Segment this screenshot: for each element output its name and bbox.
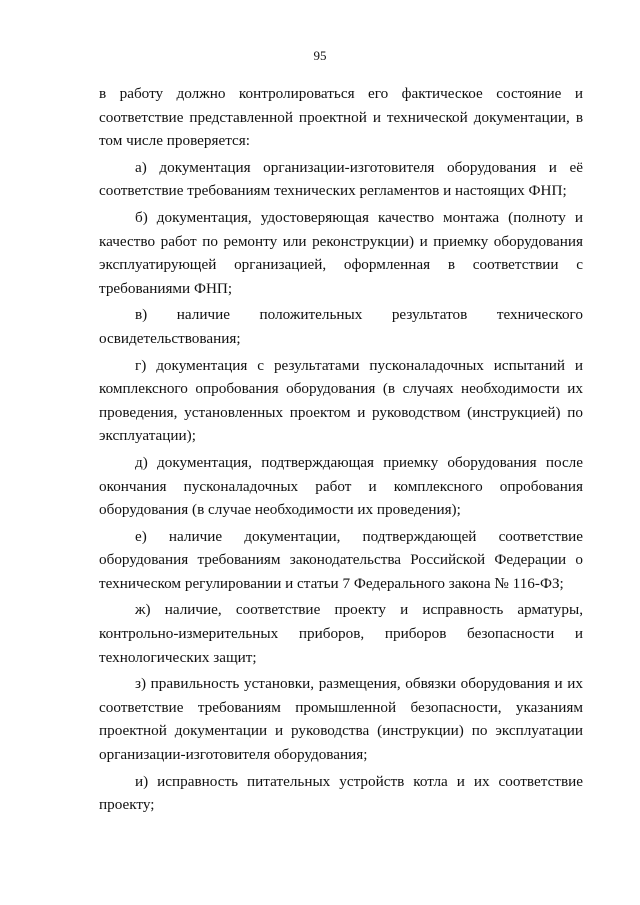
paragraph-item-g: г) документация с результатами пусконаладочных испытаний и комплексного опробования оборудования (в случаях необходимости их проведения, установленных проектом и руководством (инструкцией) по эксплуатации);	[99, 356, 583, 445]
paragraph-item-b: б) документация, удостоверяющая качество монтажа (полноту и качество работ по ремонту или реконструкции) и приемку оборудования эксплуатирующей организацией, оформленная в соответствии с требованиями ФНП;	[99, 208, 583, 297]
paragraph-item-d: д) документация, подтверждающая приемку оборудования после окончания пусконаладочных работ и комплексного опробования оборудования (в случае необходимости их проведения);	[99, 453, 583, 519]
document-body	[99, 82, 583, 820]
paragraph-item-e: е) наличие документации, подтверждающей соответствие оборудования требованиям законодательства Российской Федерации о техническом регулировании и статьи 7 Федерального закона № 116-ФЗ;	[99, 527, 583, 592]
page-number: 95	[313, 48, 327, 63]
paragraph-item-z: з) правильность установки, размещения, обвязки оборудования и их соответствие требованиям промышленной безопасности, указаниям проектной документации и руководства (инструкции) по эксплуатации организации-изготовителя оборудования;	[99, 675, 583, 764]
paragraph-item-zh: ж) наличие, соответствие проекту и исправность арматуры, контрольно-измерительных приборов, приборов безопасности и технологических защит;	[99, 601, 583, 666]
paragraph-item-a: а) документация организации-изготовителя оборудования и её соответствие требованиям технических регламентов и настоящих ФНП;	[99, 158, 583, 200]
paragraph-item-v: в) наличие положительных результатов технического освидетельствования;	[99, 306, 583, 347]
paragraph-intro: в работу должно контролироваться его фактическое состояние и соответствие представленной проектной и технической документации, в том числе проверяется:	[99, 85, 583, 150]
paragraph-item-i: и) исправность питательных устройств котла и их соответствие проекту;	[99, 772, 583, 814]
